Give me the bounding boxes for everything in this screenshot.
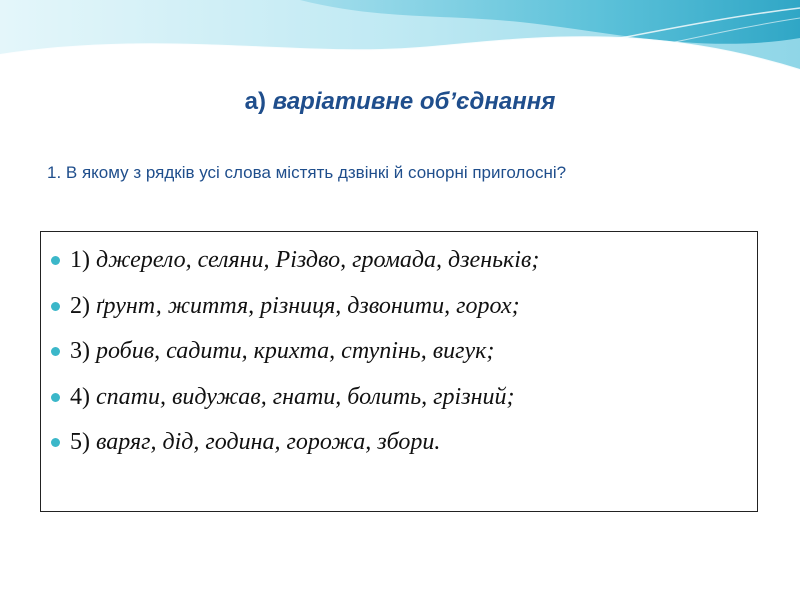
answer-number: 5) [70,429,90,456]
answer-words: джерело, селяни, Різдво, громада, дзеньків; [96,247,540,274]
title-prefix: а) [244,88,266,115]
answer-number: 3) [70,338,90,365]
answers-list [41,232,757,466]
bullet-icon [51,256,60,265]
answer-item-5 [51,420,757,466]
bullet-icon [51,393,60,402]
title-italic: варіативне об’єднання [272,88,556,115]
answer-words: спати, видужав, гнати, болить, грізний; [96,383,515,410]
slide-title [0,88,800,116]
bullet-icon [51,302,60,311]
answer-words: варяг, дід, година, горожа, збори. [96,429,441,456]
bullet-icon [51,347,60,356]
bullet-icon [51,438,60,447]
answers-box [40,231,758,512]
answer-number: 4) [70,383,90,410]
answer-item-4 [51,375,757,421]
answer-words: ґрунт, життя, різниця, дзвонити, горох; [96,292,520,319]
answer-number: 1) [70,247,90,274]
answer-words: робив, садити, крихта, ступінь, вигук; [96,338,495,365]
wave-header-decoration [0,0,800,100]
answer-item-3 [51,329,757,375]
answer-number: 2) [70,292,90,319]
answer-item-1 [51,238,757,284]
answer-item-2 [51,284,757,330]
question-text: 1. В якому з рядків усі слова містять дзвінкі й сонорні приголосні? [47,163,567,182]
